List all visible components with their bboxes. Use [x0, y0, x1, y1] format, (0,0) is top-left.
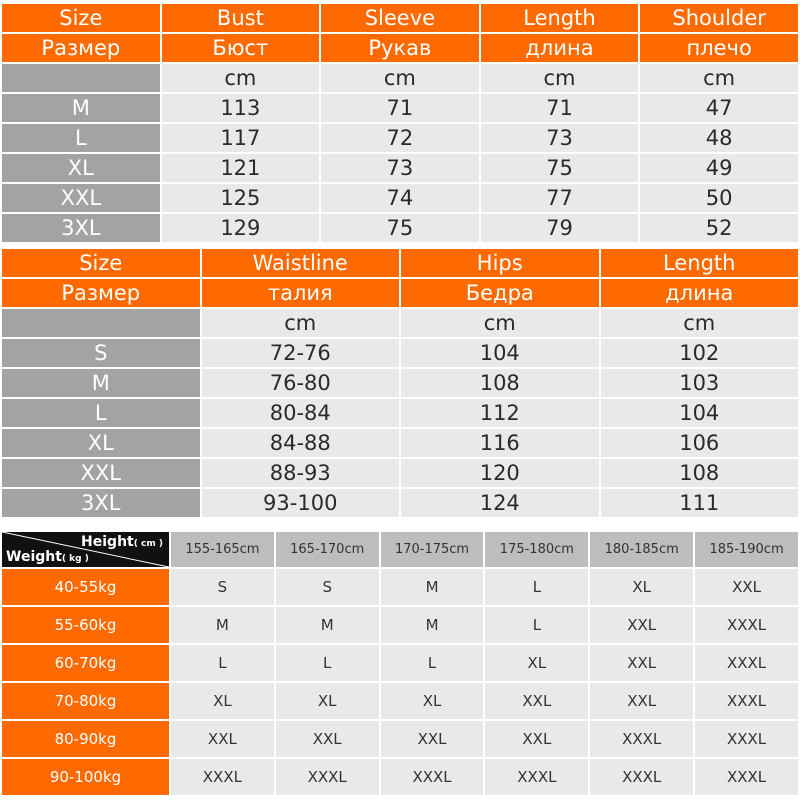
table-cell: 125: [162, 184, 320, 212]
table-cell: 71: [481, 94, 639, 122]
table-cell: 52: [640, 214, 798, 242]
table-cell: 76-80: [202, 369, 400, 397]
header-bust-en: Bust: [162, 4, 320, 32]
size-label: L: [2, 124, 160, 152]
unit-cell: cm: [640, 64, 798, 92]
header-size-en: Size: [2, 249, 200, 277]
size-cell: XXL: [485, 721, 588, 757]
unit-cell: cm: [321, 64, 479, 92]
weight-label: 60-70kg: [2, 645, 169, 681]
size-label: XL: [2, 154, 160, 182]
header-bust-ru: Бюст: [162, 34, 320, 62]
header-size-en: Size: [2, 4, 160, 32]
size-label: M: [2, 369, 200, 397]
height-header: 175-180cm: [485, 532, 588, 567]
header-sleeve-en: Sleeve: [321, 4, 479, 32]
weight-label: Weight( kg ): [6, 549, 89, 565]
table-cell: 93-100: [202, 489, 400, 517]
header-waistline-ru: талия: [202, 279, 400, 307]
height-weight-chart: [0, 530, 800, 797]
header-hips-ru: Бедра: [401, 279, 599, 307]
table-cell: 49: [640, 154, 798, 182]
size-cell: M: [276, 607, 379, 643]
size-cell: XL: [171, 683, 274, 719]
table-cell: 72-76: [202, 339, 400, 367]
size-cell: L: [485, 607, 588, 643]
size-label: M: [2, 94, 160, 122]
size-cell: XXL: [590, 607, 693, 643]
table-cell: 116: [401, 429, 599, 457]
size-cell: XXL: [590, 645, 693, 681]
size-cell: S: [171, 569, 274, 605]
size-cell: XL: [276, 683, 379, 719]
size-cell: S: [276, 569, 379, 605]
height-header: 170-175cm: [381, 532, 484, 567]
table-cell: 106: [601, 429, 799, 457]
size-cell: XXXL: [171, 759, 274, 795]
header-size-ru: Размер: [2, 34, 160, 62]
header-shoulder-en: Shoulder: [640, 4, 798, 32]
size-cell: XL: [590, 569, 693, 605]
size-cell: XXL: [171, 721, 274, 757]
table-cell: 75: [321, 214, 479, 242]
table-cell: 103: [601, 369, 799, 397]
height-header: 180-185cm: [590, 532, 693, 567]
height-header: 165-170cm: [276, 532, 379, 567]
table-cell: 129: [162, 214, 320, 242]
table-cell: 50: [640, 184, 798, 212]
table-cell: 73: [321, 154, 479, 182]
weight-label: 70-80kg: [2, 683, 169, 719]
table-cell: 74: [321, 184, 479, 212]
size-cell: XXL: [381, 721, 484, 757]
unit-row-blank: [2, 64, 160, 92]
table-cell: 71: [321, 94, 479, 122]
table-cell: 117: [162, 124, 320, 152]
table-cell: 47: [640, 94, 798, 122]
size-label: XXL: [2, 184, 160, 212]
table-cell: 102: [601, 339, 799, 367]
table-cell: 48: [640, 124, 798, 152]
table-cell: 84-88: [202, 429, 400, 457]
header-waistline-en: Waistline: [202, 249, 400, 277]
table-cell: 88-93: [202, 459, 400, 487]
height-weight-corner: [2, 532, 169, 567]
table-cell: 112: [401, 399, 599, 427]
size-cell: XXXL: [485, 759, 588, 795]
size-cell: XXXL: [695, 721, 798, 757]
size-cell: M: [381, 607, 484, 643]
table-cell: 72: [321, 124, 479, 152]
size-label: 3XL: [2, 214, 160, 242]
table-cell: 80-84: [202, 399, 400, 427]
size-label: XL: [2, 429, 200, 457]
size-cell: L: [276, 645, 379, 681]
table-cell: 75: [481, 154, 639, 182]
header-length-en: Length: [481, 4, 639, 32]
table-cell: 121: [162, 154, 320, 182]
header-size-ru: Размер: [2, 279, 200, 307]
table-cell: 79: [481, 214, 639, 242]
table-cell: 108: [401, 369, 599, 397]
size-label: 3XL: [2, 489, 200, 517]
size-label: L: [2, 399, 200, 427]
weight-label: 40-55kg: [2, 569, 169, 605]
header-length-ru: длина: [481, 34, 639, 62]
size-cell: XXXL: [590, 759, 693, 795]
weight-label: 80-90kg: [2, 721, 169, 757]
table-cell: 120: [401, 459, 599, 487]
size-cell: XXXL: [695, 683, 798, 719]
size-label: S: [2, 339, 200, 367]
size-cell: XXL: [695, 569, 798, 605]
header-length-ru: длина: [601, 279, 799, 307]
size-cell: XXXL: [590, 721, 693, 757]
header-sleeve-ru: Рукав: [321, 34, 479, 62]
size-cell: M: [381, 569, 484, 605]
weight-label: 55-60kg: [2, 607, 169, 643]
table-cell: 113: [162, 94, 320, 122]
size-cell: XXXL: [276, 759, 379, 795]
table-cell: 124: [401, 489, 599, 517]
table-cell: 111: [601, 489, 799, 517]
header-length-en: Length: [601, 249, 799, 277]
table-cell: 104: [601, 399, 799, 427]
size-cell: L: [171, 645, 274, 681]
size-cell: M: [171, 607, 274, 643]
size-cell: L: [381, 645, 484, 681]
height-label: Height( cm ): [81, 534, 163, 550]
size-cell: XXXL: [695, 607, 798, 643]
unit-cell: cm: [202, 309, 400, 337]
unit-cell: cm: [601, 309, 799, 337]
table-cell: 104: [401, 339, 599, 367]
table-cell: 77: [481, 184, 639, 212]
size-cell: XXXL: [695, 645, 798, 681]
height-header: 185-190cm: [695, 532, 798, 567]
unit-row-blank: [2, 309, 200, 337]
size-cell: XXL: [485, 683, 588, 719]
unit-cell: cm: [481, 64, 639, 92]
size-chart-top: [0, 2, 800, 244]
size-cell: L: [485, 569, 588, 605]
unit-cell: cm: [401, 309, 599, 337]
unit-cell: cm: [162, 64, 320, 92]
header-shoulder-ru: плечо: [640, 34, 798, 62]
table-cell: 108: [601, 459, 799, 487]
size-cell: XL: [485, 645, 588, 681]
size-cell: XL: [381, 683, 484, 719]
size-label: XXL: [2, 459, 200, 487]
size-cell: XXXL: [381, 759, 484, 795]
header-hips-en: Hips: [401, 249, 599, 277]
size-cell: XXL: [276, 721, 379, 757]
size-cell: XXL: [590, 683, 693, 719]
height-header: 155-165cm: [171, 532, 274, 567]
weight-label: 90-100kg: [2, 759, 169, 795]
size-chart-middle: [0, 247, 800, 519]
size-cell: XXXL: [695, 759, 798, 795]
table-cell: 73: [481, 124, 639, 152]
